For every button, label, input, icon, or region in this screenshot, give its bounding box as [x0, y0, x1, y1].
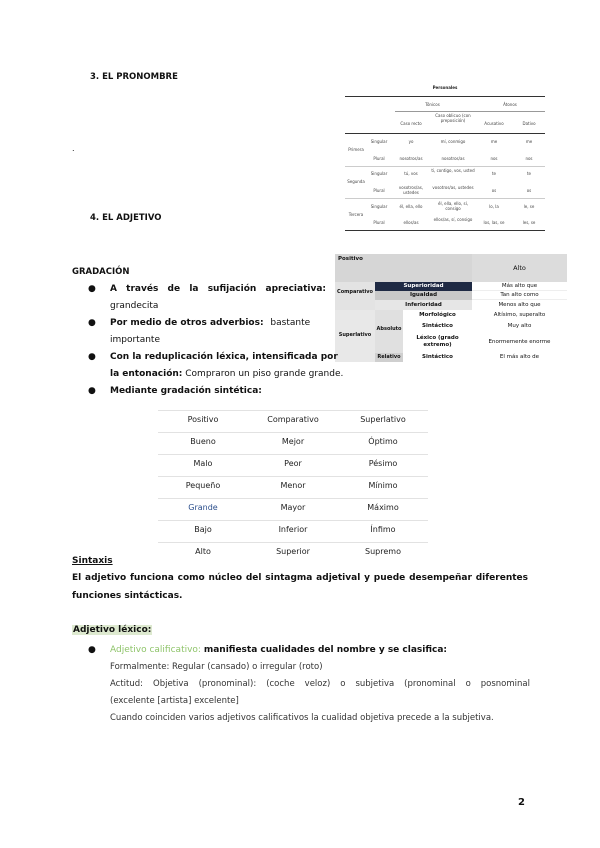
grade-table — [335, 254, 567, 362]
bullet-text: grandecita — [110, 301, 159, 311]
stray-mark: . — [72, 144, 75, 153]
table-cell: Menor — [280, 481, 306, 490]
pronoun-table-rule — [345, 96, 545, 97]
pronoun-cell: nos — [525, 156, 533, 161]
calificativo-coinciden: Cuando coinciden varios adjetivos calificativos la cualidad objetiva precede a la subjetiva. — [110, 713, 494, 723]
pronoun-number: Plural — [373, 156, 385, 161]
bullet-icon: ● — [88, 318, 96, 328]
grade-absoluto-label: Absoluto — [375, 310, 403, 353]
table-cell: Inferior — [278, 525, 308, 534]
section-heading-adjetivo: 4. EL ADJETIVO — [90, 213, 162, 223]
table-row — [158, 542, 428, 564]
pronoun-cell: nosotros/as — [441, 156, 465, 161]
pronoun-table-title: Personales — [432, 85, 458, 90]
pronoun-table-rule — [395, 111, 545, 112]
bullet-bold: la entonación: — [110, 369, 183, 379]
table-cell: Supremo — [365, 547, 401, 556]
pronoun-cell: los, las, se — [483, 220, 505, 225]
pronoun-cell: ellos/as, sí, consigo — [433, 217, 473, 222]
table-cell: Pésimo — [368, 459, 398, 468]
gradation-bullet-list — [88, 281, 344, 400]
table-header-row — [158, 410, 428, 432]
pronoun-person: Tercera — [348, 212, 364, 217]
pronoun-cell: le, se — [523, 204, 535, 209]
section-heading-pronombre: 3. EL PRONOMBRE — [90, 72, 178, 82]
table-header-cell: Positivo — [187, 415, 219, 424]
calificativo-line — [110, 642, 447, 659]
grade-rel-row-value: El más alto de — [499, 354, 540, 360]
grade-abs-row-value: Enormemente enorme — [488, 339, 551, 345]
grade-comp-row-value: Más alto que — [472, 282, 567, 291]
list-item — [90, 315, 326, 349]
grade-alto-value: Alto — [472, 254, 567, 282]
pronoun-table-rule — [345, 166, 545, 167]
pronoun-person: Primera — [348, 147, 364, 152]
pronoun-table-col3: Acusativo — [484, 121, 504, 126]
pronoun-cell: me — [525, 139, 533, 144]
table-cell: Máximo — [367, 503, 399, 512]
calificativo-actitud: Actitud: Objetiva (pronominal): (coche veloz) o subjetiva (pronominal o posnominal — [110, 679, 530, 689]
bullet-normal: Compraron un piso grande grande. — [185, 369, 344, 379]
pronoun-cell: nosotros/as — [399, 156, 423, 161]
pronoun-cell: tú, vos — [404, 171, 418, 176]
calificativo-desc: manifiesta cualidades del nombre y se clasifica: — [203, 645, 448, 655]
pronoun-number: Singular — [370, 204, 388, 209]
bullet-bold: Por medio de otros adverbios: — [110, 318, 264, 328]
bullet-icon: ● — [88, 386, 96, 396]
calificativo-actitud: (excelente [artista] excelente] — [110, 696, 239, 706]
pronoun-table-col1: Caso recto — [400, 121, 422, 126]
pronoun-table-rule — [345, 198, 545, 199]
section-heading-gradacion: GRADACIÓN — [72, 267, 130, 277]
pronoun-number: Singular — [370, 139, 388, 144]
bullet-icon: ● — [88, 284, 96, 294]
pronoun-table-group-tonicos: Tónicos — [425, 102, 440, 107]
pronoun-cell: te — [491, 171, 497, 176]
list-item — [90, 383, 326, 400]
pronoun-cell: os — [491, 188, 497, 193]
bullet-text: A través de la sufijación apreciativa: — [110, 284, 326, 294]
pronoun-cell: me — [490, 139, 498, 144]
pronoun-cell: él, ella, ello — [399, 204, 423, 209]
bullet-normal: bastante — [270, 318, 311, 328]
pronoun-number: Singular — [370, 171, 388, 176]
table-row — [158, 476, 428, 498]
grade-comp-row-label: Igualdad — [375, 291, 472, 300]
list-item — [90, 281, 326, 315]
pronoun-number: Plural — [373, 220, 385, 225]
list-item — [90, 642, 530, 659]
bullet-text: Mediante gradación sintética: — [110, 386, 262, 396]
pronoun-table-col2: Caso oblicuo (con preposición) — [435, 113, 471, 123]
table-row — [158, 432, 428, 454]
grade-abs-row-label: Léxico (grado extremo) — [416, 335, 459, 348]
grade-comp-row-label: Inferioridad — [375, 300, 472, 310]
grade-comp-row-label: Superioridad — [375, 282, 472, 291]
grade-relativo-label: Relativo — [375, 353, 403, 362]
table-cell: Ínfimo — [370, 525, 396, 534]
bullet-text — [110, 315, 326, 332]
pronoun-person: Segunda — [347, 179, 365, 184]
table-header-cell: Superlativo — [360, 415, 406, 424]
calificativo-formal: Formalmente: Regular (cansado) o irregular (roto) — [110, 662, 323, 672]
pronoun-number: Plural — [373, 188, 385, 193]
table-cell: Pequeño — [185, 481, 221, 490]
grade-rel-row-label: Sintáctico — [422, 354, 453, 360]
grade-superlativo-label: Superlativo — [335, 310, 375, 362]
pronoun-cell: ti, contigo, vos, usted — [431, 168, 475, 173]
pronoun-cell: os — [526, 188, 532, 193]
pronoun-cell: nos — [490, 156, 498, 161]
table-header-cell: Comparativo — [267, 415, 319, 424]
table-cell: Bueno — [190, 437, 216, 446]
table-row — [158, 520, 428, 542]
pronoun-table-rule — [345, 133, 545, 134]
table-cell: Alto — [195, 547, 211, 556]
pronoun-cell: vosotros/as, ustedes — [398, 185, 424, 195]
pronoun-table-group-atonos: Átonos — [503, 102, 517, 107]
table-cell: Bajo — [194, 525, 212, 534]
table-row — [158, 454, 428, 476]
pronoun-cell: mí, conmigo — [440, 139, 466, 144]
pronoun-table-col4: Dativo — [522, 121, 536, 126]
page-number: 2 — [518, 797, 525, 808]
grade-abs-row-label: Morfológico — [419, 312, 456, 318]
table-cell: Superior — [276, 547, 310, 556]
pronoun-cell: les, se — [522, 220, 536, 225]
pronoun-cell: él, ella, ello, sí, consigo — [438, 201, 468, 211]
table-cell: Mayor — [280, 503, 306, 512]
table-rule — [158, 410, 428, 411]
pronoun-cell: vosotros/as, ustedes — [432, 185, 474, 190]
table-cell: Peor — [284, 459, 302, 468]
list-item — [88, 349, 344, 383]
table-cell: Malo — [193, 459, 213, 468]
sintaxis-text-line2: funciones sintácticas. — [72, 591, 183, 601]
grade-abs-row-value: Muy alto — [507, 323, 532, 329]
sintaxis-text-line1: El adjetivo funciona como núcleo del sintagma adjetival y puede desempeñar diferentes — [72, 573, 528, 583]
section-heading-sintaxis: Sintaxis — [72, 556, 113, 566]
section-heading-adjetivo-lexico: Adjetivo léxico: — [73, 625, 152, 635]
pronoun-cell: lo, la — [489, 204, 499, 209]
table-cell: Óptimo — [368, 437, 398, 446]
table-cell: Grande — [188, 503, 218, 512]
table-row — [158, 498, 428, 520]
grade-positivo-label: Positivo — [335, 254, 472, 282]
table-cell: Mínimo — [368, 481, 398, 490]
bullet-icon: ● — [88, 352, 96, 362]
bullet-text: importante — [110, 335, 161, 345]
grade-abs-row-label: Sintáctico — [422, 323, 453, 329]
calificativo-label: Adjetivo calificativo: — [110, 645, 201, 655]
pronoun-cell: ellos/as — [403, 220, 419, 225]
grade-comp-row-value: Menos alto que — [498, 302, 541, 308]
grade-comp-row-value: Tan alto como — [472, 291, 567, 300]
pronoun-table-rule — [345, 230, 545, 231]
pronoun-cell: yo — [408, 139, 414, 144]
bullet-text: Con la reduplicación léxica, intensificada por — [110, 352, 338, 362]
bullet-icon: ● — [88, 645, 96, 655]
grade-comparativo-label: Comparativo — [335, 282, 375, 310]
calificativo-block — [90, 642, 530, 727]
pronoun-cell: te — [526, 171, 532, 176]
bullet-text — [110, 366, 343, 383]
table-cell: Mejor — [281, 437, 305, 446]
grade-abs-row-value: Altísimo, superalto — [493, 312, 546, 318]
